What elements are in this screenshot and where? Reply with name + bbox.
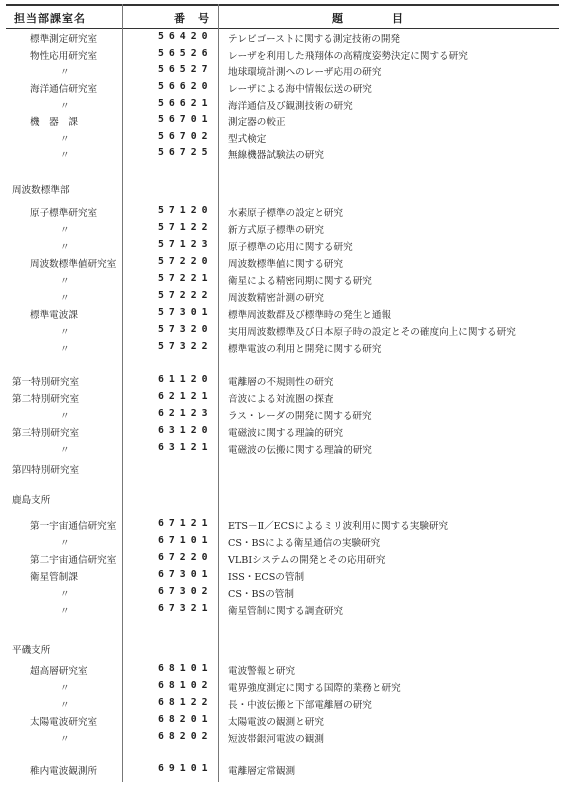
table-row: [0, 130, 565, 146]
ditto-mark: 〃: [60, 242, 70, 253]
ditto-mark: 〃: [60, 276, 70, 287]
item-title: 周波数標準値に関する研究: [228, 259, 344, 270]
item-code: 57220: [158, 256, 213, 267]
item-code: 68102: [158, 680, 213, 691]
header-dept: 担当部課室名: [14, 12, 86, 25]
item-title: 電界強度測定に関する国際的業務と研究: [228, 683, 401, 694]
dept-name: 第四特別研究室: [12, 465, 80, 476]
item-code: 56701: [158, 114, 213, 125]
ditto-mark: 〃: [60, 134, 70, 145]
item-code: 57322: [158, 341, 213, 352]
dept-name: 第三特別研究室: [12, 428, 80, 439]
table-row: [0, 696, 565, 712]
dept-name: 鹿島支所: [12, 495, 51, 506]
item-title: VLBIシステムの開発とその応用研究: [228, 555, 386, 566]
item-code: 56620: [158, 81, 213, 92]
dept-name: 稚内電波観測所: [30, 766, 98, 777]
ditto-mark: 〃: [60, 67, 70, 78]
table-row: [0, 63, 565, 79]
item-code: 68202: [158, 731, 213, 742]
table-row: [0, 30, 565, 46]
table-row: [0, 534, 565, 550]
item-title: ETS－Ⅱ／ECSによるミリ波利用に関する実験研究: [228, 521, 449, 532]
table-row: [0, 238, 565, 254]
table-row: [0, 641, 565, 657]
item-code: 56420: [158, 31, 213, 42]
item-code: 61120: [158, 374, 213, 385]
table-row: [0, 762, 565, 778]
dept-name: 平磯支所: [12, 645, 51, 656]
item-title: テレビゴーストに関する測定技術の開発: [228, 34, 401, 45]
ditto-mark: 〃: [60, 225, 70, 236]
item-title: CS・BSの管制: [228, 589, 294, 600]
item-title: 原子標準の応用に関する研究: [228, 242, 353, 253]
ditto-mark: 〃: [60, 734, 70, 745]
table-row: [0, 461, 565, 477]
item-title: 長・中波伝搬と下部電離層の研究: [228, 700, 372, 711]
dept-name: 周波数標準値研究室: [30, 259, 117, 270]
dept-name: 標準測定研究室: [30, 34, 98, 45]
item-title: 海洋通信及び観測技術の研究: [228, 101, 353, 112]
item-code: 57122: [158, 222, 213, 233]
item-title: 電磁波の伝搬に関する理論的研究: [228, 445, 372, 456]
ditto-mark: 〃: [60, 589, 70, 600]
item-code: 67101: [158, 535, 213, 546]
item-title: 太陽電波の観測と研究: [228, 717, 324, 728]
table-row: [0, 47, 565, 63]
table-row: [0, 585, 565, 601]
item-title: 標準周波数群及び標準時の発生と通報: [228, 310, 392, 321]
table-row: [0, 491, 565, 507]
ditto-mark: 〃: [60, 683, 70, 694]
ditto-mark: 〃: [60, 445, 70, 456]
table-row: [0, 181, 565, 197]
item-title: 短波帯銀河電波の観測: [228, 734, 324, 745]
table-row: [0, 424, 565, 440]
dept-name: 第二宇宙通信研究室: [30, 555, 117, 566]
item-code: 57320: [158, 324, 213, 335]
item-title: 標準電波の利用と開発に関する研究: [228, 344, 382, 355]
item-code: 67321: [158, 603, 213, 614]
item-title: 衛星による精密同期に関する研究: [228, 276, 372, 287]
table-row: [0, 390, 565, 406]
table-row: [0, 323, 565, 339]
table-row: [0, 272, 565, 288]
item-title: CS・BSによる衛星通信の実験研究: [228, 538, 381, 549]
table-row: [0, 221, 565, 237]
item-title: ISS・ECSの管制: [228, 572, 305, 583]
dept-name: 第一特別研究室: [12, 377, 80, 388]
table-row: [0, 340, 565, 356]
table-row: [0, 602, 565, 618]
table-row: [0, 441, 565, 457]
item-code: 67220: [158, 552, 213, 563]
table-row: [0, 306, 565, 322]
dept-name: 第二特別研究室: [12, 394, 80, 405]
ditto-mark: 〃: [60, 606, 70, 617]
table-row: [0, 113, 565, 129]
table-header: [6, 4, 559, 29]
item-title: 水素原子標準の設定と研究: [228, 208, 344, 219]
item-code: 67301: [158, 569, 213, 580]
table-row: [0, 373, 565, 389]
item-code: 67121: [158, 518, 213, 529]
dept-name: 原子標準研究室: [30, 208, 98, 219]
table-row: [0, 662, 565, 678]
dept-name: 機 器 課: [30, 117, 78, 128]
item-code: 56621: [158, 98, 213, 109]
ditto-mark: 〃: [60, 327, 70, 338]
item-title: 実用周波数標準及び日本原子時の設定とその確度向上に関する研究: [228, 327, 516, 338]
item-title: 無線機器試験法の研究: [228, 150, 324, 161]
item-title: 周波数精密計測の研究: [228, 293, 324, 304]
header-code: 番 号: [174, 12, 210, 25]
item-code: 68122: [158, 697, 213, 708]
item-title: 電離層定常観測: [228, 766, 296, 777]
ditto-mark: 〃: [60, 293, 70, 304]
item-code: 57301: [158, 307, 213, 318]
item-title: 型式検定: [228, 134, 267, 145]
ditto-mark: 〃: [60, 150, 70, 161]
table-row: [0, 289, 565, 305]
table-row: [0, 730, 565, 746]
item-code: 67302: [158, 586, 213, 597]
ditto-mark: 〃: [60, 101, 70, 112]
table-row: [0, 80, 565, 96]
item-code: 68101: [158, 663, 213, 674]
dept-name: 周波数標準部: [12, 185, 70, 196]
dept-name: 衛星管制課: [30, 572, 78, 583]
item-code: 57222: [158, 290, 213, 301]
ditto-mark: 〃: [60, 700, 70, 711]
item-title: 衛星管制に関する調査研究: [228, 606, 344, 617]
ditto-mark: 〃: [60, 538, 70, 549]
item-code: 57120: [158, 205, 213, 216]
ditto-mark: 〃: [60, 344, 70, 355]
item-title: 電波警報と研究: [228, 666, 296, 677]
item-title: 新方式原子標準の研究: [228, 225, 324, 236]
item-code: 63121: [158, 442, 213, 453]
table-row: [0, 204, 565, 220]
dept-name: 太陽電波研究室: [30, 717, 98, 728]
item-title: 地球環境計測へのレーザ応用の研究: [228, 67, 382, 78]
table-row: [0, 255, 565, 271]
table-row: [0, 679, 565, 695]
table-row: [0, 407, 565, 423]
table-row: [0, 97, 565, 113]
item-code: 56527: [158, 64, 213, 75]
item-code: 69101: [158, 763, 213, 774]
item-code: 56725: [158, 147, 213, 158]
item-code: 57123: [158, 239, 213, 250]
item-code: 62123: [158, 408, 213, 419]
dept-name: 超高層研究室: [30, 666, 88, 677]
dept-name: 第一宇宙通信研究室: [30, 521, 117, 532]
table-row: [0, 146, 565, 162]
header-title: 題 目: [332, 12, 404, 25]
item-code: 63120: [158, 425, 213, 436]
table-row: [0, 551, 565, 567]
dept-name: 物性応用研究室: [30, 51, 98, 62]
item-title: 電磁波に関する理論的研究: [228, 428, 344, 439]
item-code: 56526: [158, 48, 213, 59]
item-code: 68201: [158, 714, 213, 725]
item-title: 測定器の較正: [228, 117, 286, 128]
item-title: 音波による対流圏の探査: [228, 394, 334, 405]
item-code: 57221: [158, 273, 213, 284]
ditto-mark: 〃: [60, 411, 70, 422]
table-row: [0, 568, 565, 584]
item-title: ラス・レーダの開発に関する研究: [228, 411, 372, 422]
table-row: [0, 713, 565, 729]
item-title: 電離層の不規則性の研究: [228, 377, 334, 388]
item-title: レーザを利用した飛翔体の高精度姿勢決定に関する研究: [228, 51, 468, 62]
dept-name: 海洋通信研究室: [30, 84, 98, 95]
item-title: レーザによる海中情報伝送の研究: [228, 84, 372, 95]
item-code: 62121: [158, 391, 213, 402]
item-code: 56702: [158, 131, 213, 142]
table-row: [0, 517, 565, 533]
dept-name: 標準電波課: [30, 310, 78, 321]
